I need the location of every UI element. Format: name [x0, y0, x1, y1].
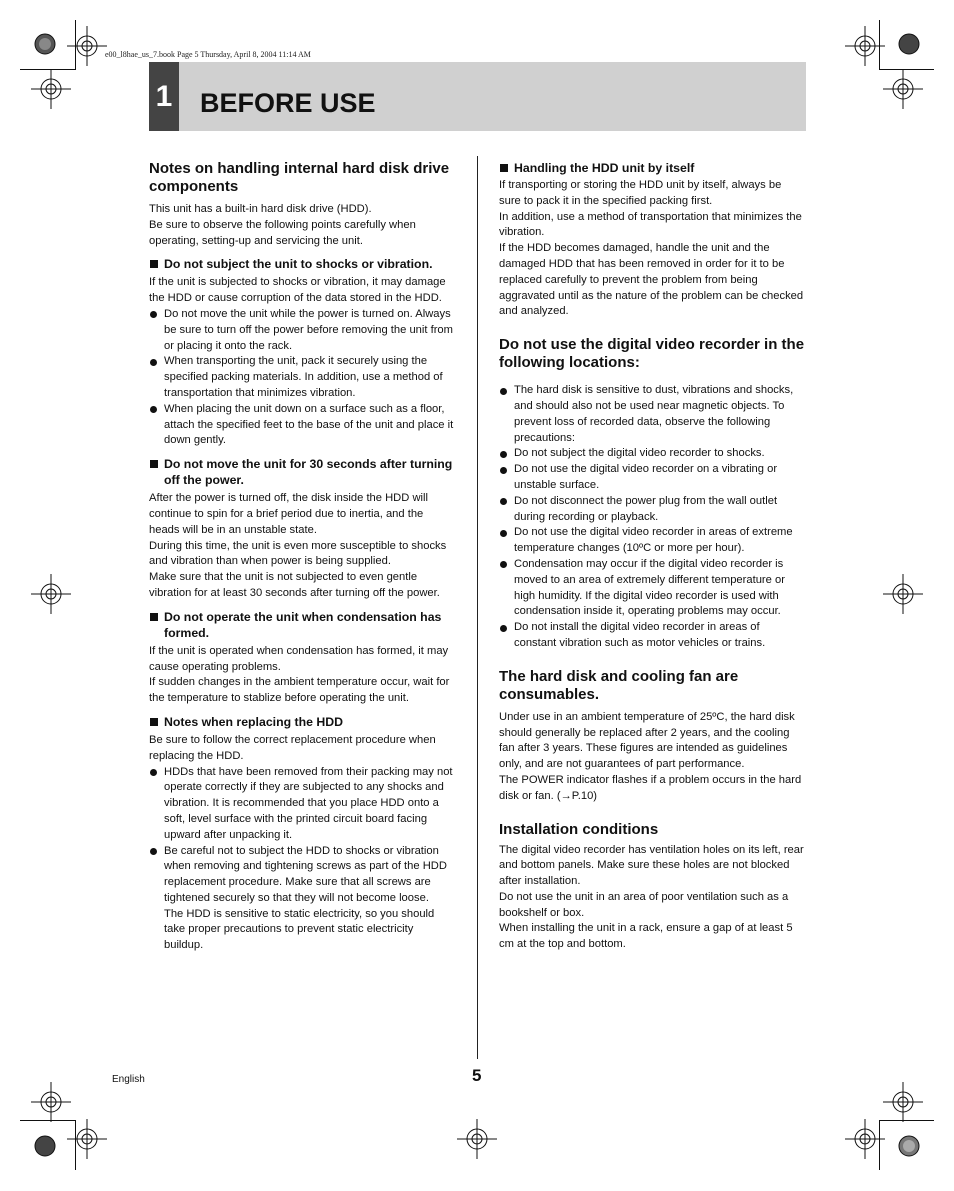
list-item [149, 844, 455, 955]
crop-mark [879, 20, 880, 70]
list-item: Do not disconnect the power plug from the wall outlet during recording or playback. [499, 494, 805, 526]
crop-mark [879, 69, 934, 70]
subheading-condensation: Do not operate the unit when condensation has formed. [149, 609, 455, 641]
list-item: The hard disk is sensitive to dust, vibrations and shocks, and should also not be used near magnetic objects. To prevent loss of recorded data, observe the following precautions: [499, 383, 805, 446]
right-column [499, 160, 805, 953]
section-heading-locations: Do not use the digital video recorder in the following locations: [499, 336, 805, 372]
registration-mark-icon [883, 574, 923, 614]
registration-mark-icon [883, 69, 923, 109]
subheading-handling: Handling the HDD unit by itself [499, 160, 805, 176]
crop-mark [879, 1120, 934, 1121]
footer-language: English [112, 1074, 145, 1085]
crop-mark [20, 69, 75, 70]
column-divider [477, 156, 478, 1059]
crop-mark [75, 20, 76, 70]
paragraph: If the unit is subjected to shocks or vibration, it may damage the HDD or cause corruption of the data stored in the HDD. [149, 276, 446, 305]
subheading-move: Do not move the unit for 30 seconds after turning off the power. [149, 456, 455, 488]
paragraph: Do not use the unit in an area of poor ventilation such as a bookshelf or box. [499, 890, 789, 919]
paragraph: When installing the unit in a rack, ensure a gap of at least 5 cm at the top and bottom. [499, 922, 793, 951]
bullet-list [499, 383, 805, 652]
paragraph: During this time, the unit is even more susceptible to shocks and vibration than when power is being supplied. [149, 539, 447, 568]
subheading-replacing: Notes when replacing the HDD [149, 714, 455, 730]
list-item: Do not move the unit while the power is turned on. Always be sure to turn off the power before removing the unit from or placing it onto the rack. [149, 307, 455, 354]
section-heading-installation: Installation conditions [499, 820, 659, 838]
bullet-list [149, 307, 455, 449]
paragraph: If sudden changes in the ambient temperature occur, wait for the temperature to stablize before operating the unit. [149, 676, 450, 705]
paragraph: Be sure to follow the correct replacement procedure when replacing the HDD. [149, 733, 436, 762]
list-item: When placing the unit down on a surface such as a floor, attach the specified feet to the base of the unit and place it down gently. [149, 402, 455, 449]
paragraph: After the power is turned off, the disk inside the HDD will continue to spin for a brief period due to inertia, and the heads will be in an unstable state. [149, 492, 428, 536]
color-target-icon [898, 33, 920, 55]
paragraph: Be sure to observe the following points carefully when operating, setting-up and servicing the unit. [149, 218, 416, 247]
paragraph: If transporting or storing the HDD unit by itself, always be sure to pack it in the specified packing first. [499, 179, 782, 207]
page-number: 5 [472, 1066, 482, 1085]
list-item: Do not use the digital video recorder in areas of extreme temperature changes (10ºC or more per hour). [499, 525, 805, 557]
paragraph: Under use in an ambient temperature of 25ºC, the hard disk should generally be replaced after 2 years, and the cooling fan after 3 years. These figures are intended as guidelines only, and are not guarantees of part performance. [499, 710, 795, 771]
paragraph: This unit has a built-in hard disk drive (HDD). [149, 203, 372, 215]
paragraph: If the unit is operated when condensation has formed, it may cause operating problems. [149, 644, 449, 673]
list-item: Do not install the digital video recorder in areas of constant vibration such as motor vehicles or trains. [499, 620, 805, 652]
registration-mark-icon [67, 1119, 107, 1159]
registration-mark-icon [31, 1082, 71, 1122]
left-column [149, 160, 455, 954]
paragraph: In addition, use a method of transportation that minimizes the vibration. [499, 210, 802, 239]
registration-mark-icon [457, 1119, 497, 1159]
section-heading-hdd-handling: Notes on handling internal hard disk drive components [149, 160, 450, 195]
section-heading-consumables: The hard disk and cooling fan are consumables. [499, 667, 739, 703]
list-item-extra: The HDD is sensitive to static electricity, so you should take proper precautions to prevent static electricity buildup. [164, 907, 435, 952]
color-target-icon [34, 33, 56, 55]
registration-mark-icon [31, 69, 71, 109]
list-item: Do not subject the digital video recorder to shocks. [499, 446, 805, 462]
list-item-text: Be careful not to subject the HDD to shocks or vibration when removing and tightening screws as part of the HDD replacement procedure. Make sure that all screws are tightened securely so that they will not become loose. [164, 844, 447, 904]
list-item: Do not use the digital video recorder on a vibrating or unstable surface. [499, 462, 805, 494]
crop-mark [75, 1120, 76, 1170]
paragraph: If the HDD becomes damaged, handle the unit and the damaged HDD that has been removed in order for it to be replaced carefully to prevent the problem from being aggravated until as the nature of the problem can be checked and analyzed. [499, 242, 804, 318]
chapter-title: BEFORE USE [200, 88, 376, 118]
list-item: When transporting the unit, pack it securely using the specified packing materials. In addition, use a method of transportation that minimizes vibration. [149, 354, 455, 401]
bullet-list [149, 765, 455, 955]
registration-mark-icon [883, 1082, 923, 1122]
chapter-number: 1 [149, 62, 179, 131]
color-target-icon [898, 1135, 920, 1157]
list-item: HDDs that have been removed from their packing may not operate correctly if they are subjected to any shocks and vibration. It is recommended that you place HDD onto a soft, level surface with the printed circuit board facing upward after unpacking it. [149, 765, 455, 844]
file-info: e00_l8hae_us_7.book Page 5 Thursday, April 8, 2004 11:14 AM [105, 50, 311, 59]
registration-mark-icon [67, 26, 107, 66]
color-target-icon [34, 1135, 56, 1157]
list-item: Condensation may occur if the digital video recorder is moved to an area of extremely different temperature or high humidity. If the digital video recorder is used with condensation inside it, operating problems may occur. [499, 557, 805, 620]
crop-mark [879, 1120, 880, 1170]
subheading-shock: Do not subject the unit to shocks or vibration. [149, 256, 455, 272]
paragraph: Make sure that the unit is not subjected to even gentle vibration for at least 30 seconds after turning off the power. [149, 571, 440, 599]
paragraph: The digital video recorder has ventilation holes on its left, rear and bottom panels. Make sure these holes are not blocked after installation. [499, 843, 804, 888]
crop-mark [20, 1120, 75, 1121]
paragraph: The POWER indicator flashes if a problem occurs in the hard disk or fan. (→P.10) [499, 773, 802, 802]
registration-mark-icon [31, 574, 71, 614]
